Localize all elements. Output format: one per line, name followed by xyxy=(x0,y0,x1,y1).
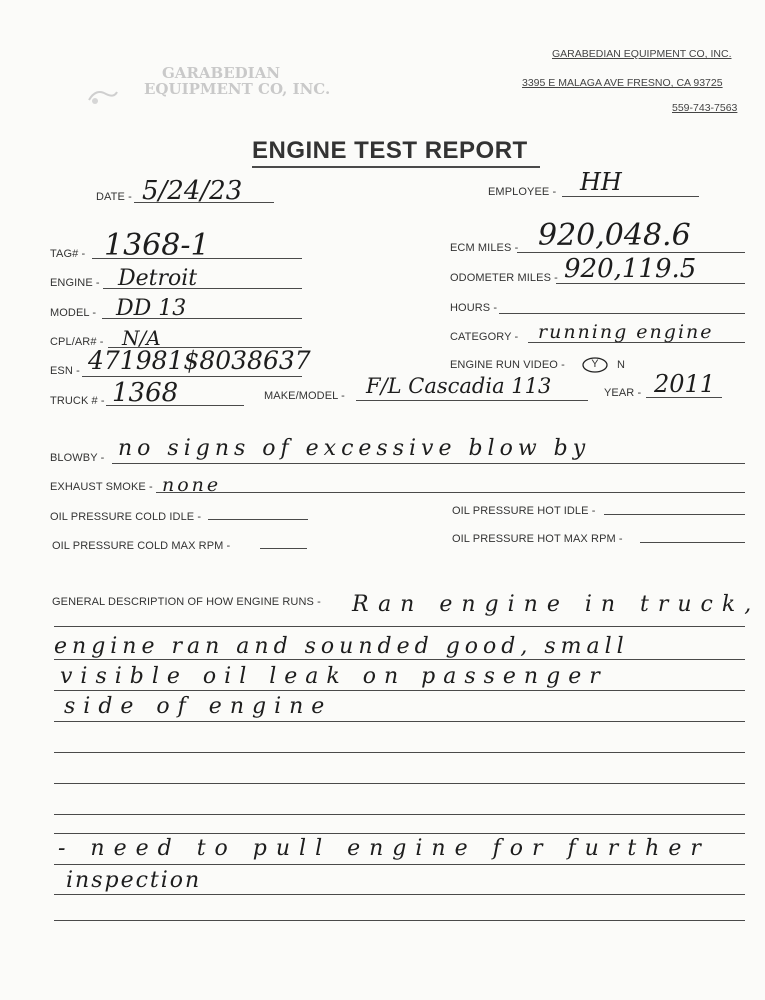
model-label: MODEL - xyxy=(50,307,97,319)
category-label: CATEGORY - xyxy=(450,331,519,343)
hours-label: HOURS - xyxy=(450,302,498,314)
video-no-option: N xyxy=(617,359,626,371)
date-line xyxy=(134,202,274,203)
description-rule-4 xyxy=(54,721,745,722)
tag-line xyxy=(92,258,302,259)
company-name: GARABEDIAN EQUIPMENT CO, INC. xyxy=(552,48,732,60)
cpl-value: N/A xyxy=(122,326,161,350)
year-label: YEAR - xyxy=(604,387,642,399)
employee-label: EMPLOYEE - xyxy=(488,186,557,198)
exhaust-smoke-line xyxy=(156,492,745,493)
oil-cold-max-label: OIL PRESSURE COLD MAX RPM - xyxy=(52,540,231,552)
oil-hot-idle-label: OIL PRESSURE HOT IDLE - xyxy=(452,505,596,517)
odometer-line xyxy=(556,283,745,284)
logo-line-2: EQUIPMENT CO, INC. xyxy=(144,80,331,98)
oil-hot-idle-line xyxy=(604,514,745,515)
exhaust-smoke-label: EXHAUST SMOKE - xyxy=(50,481,153,493)
date-label: DATE - xyxy=(96,191,132,203)
oil-cold-idle-line xyxy=(208,519,308,520)
description-line-10: inspection xyxy=(66,868,202,893)
logo-line-1: GARABEDIAN xyxy=(162,64,281,82)
oil-cold-idle-label: OIL PRESSURE COLD IDLE - xyxy=(50,511,202,523)
make-model-label: MAKE/MODEL - xyxy=(264,390,345,402)
esn-value: 471981$8038637 xyxy=(88,346,311,375)
model-line xyxy=(102,318,302,319)
description-line-3: visible oil leak on passenger xyxy=(60,664,608,689)
model-value: DD 13 xyxy=(116,296,187,321)
description-rule-2 xyxy=(54,659,745,660)
video-label: ENGINE RUN VIDEO - xyxy=(450,359,565,371)
oil-hot-max-line xyxy=(640,542,745,543)
description-rule-7 xyxy=(54,814,745,815)
engine-value: Detroit xyxy=(118,266,198,291)
description-rule-10 xyxy=(54,894,745,895)
description-line-2: engine ran and sounded good, small xyxy=(54,634,629,659)
truck-value: 1368 xyxy=(112,378,179,408)
company-address: 3395 E MALAGA AVE FRESNO, CA 93725 xyxy=(522,77,723,89)
company-logo xyxy=(92,64,330,98)
esn-line xyxy=(82,376,302,377)
year-value: 2011 xyxy=(654,370,716,398)
oil-hot-max-label: OIL PRESSURE HOT MAX RPM - xyxy=(452,533,623,545)
employee-value: HH xyxy=(580,168,622,196)
cpl-label: CPL/AR# - xyxy=(50,336,104,348)
engine-label: ENGINE - xyxy=(50,277,100,289)
engine-line xyxy=(103,288,302,289)
ecm-miles-line xyxy=(517,252,745,253)
description-label: GENERAL DESCRIPTION OF HOW ENGINE RUNS - xyxy=(52,596,321,608)
date-value: 5/24/23 xyxy=(142,176,243,206)
hours-line xyxy=(499,313,745,314)
description-rule-5 xyxy=(54,752,745,753)
truck-line xyxy=(106,405,244,406)
description-line-1: Ran engine in truck, xyxy=(352,592,761,617)
category-line xyxy=(528,342,745,343)
description-rule-8 xyxy=(54,833,745,834)
video-yes-text: Y xyxy=(591,358,599,370)
ecm-miles-label: ECM MILES - xyxy=(450,242,519,254)
description-line-4: side of engine xyxy=(64,694,333,719)
odometer-label: ODOMETER MILES - xyxy=(450,272,558,284)
title-underline xyxy=(252,166,540,168)
page-title: ENGINE TEST REPORT xyxy=(252,137,528,164)
circled-mark-icon xyxy=(581,356,609,374)
odometer-value: 920,119.5 xyxy=(564,254,697,284)
category-value: running engine xyxy=(538,321,714,343)
make-model-value: F/L Cascadia 113 xyxy=(366,374,552,398)
blowby-value: no signs of excessive blow by xyxy=(118,436,591,461)
esn-label: ESN - xyxy=(50,365,80,377)
year-line xyxy=(646,397,722,398)
description-rule-3 xyxy=(54,690,745,691)
blowby-label: BLOWBY - xyxy=(50,452,105,464)
make-model-line xyxy=(356,400,588,401)
blowby-line xyxy=(112,463,745,464)
description-rule-6 xyxy=(54,783,745,784)
tag-value: 1368-1 xyxy=(104,228,210,263)
company-phone: 559-743-7563 xyxy=(672,102,738,114)
description-line-9: - need to pull engine for further xyxy=(58,836,710,861)
description-rule-1 xyxy=(54,626,745,627)
tag-label: TAG# - xyxy=(50,248,86,260)
employee-line xyxy=(562,196,699,197)
exhaust-smoke-value: none xyxy=(162,474,222,496)
description-rule-11 xyxy=(54,920,745,921)
logo-emblem-icon xyxy=(86,86,120,108)
oil-cold-max-line xyxy=(260,548,307,549)
truck-label: TRUCK # - xyxy=(50,395,105,407)
ecm-miles-value: 920,048.6 xyxy=(538,218,691,253)
video-yes-option xyxy=(586,358,604,372)
description-rule-9 xyxy=(54,864,745,865)
